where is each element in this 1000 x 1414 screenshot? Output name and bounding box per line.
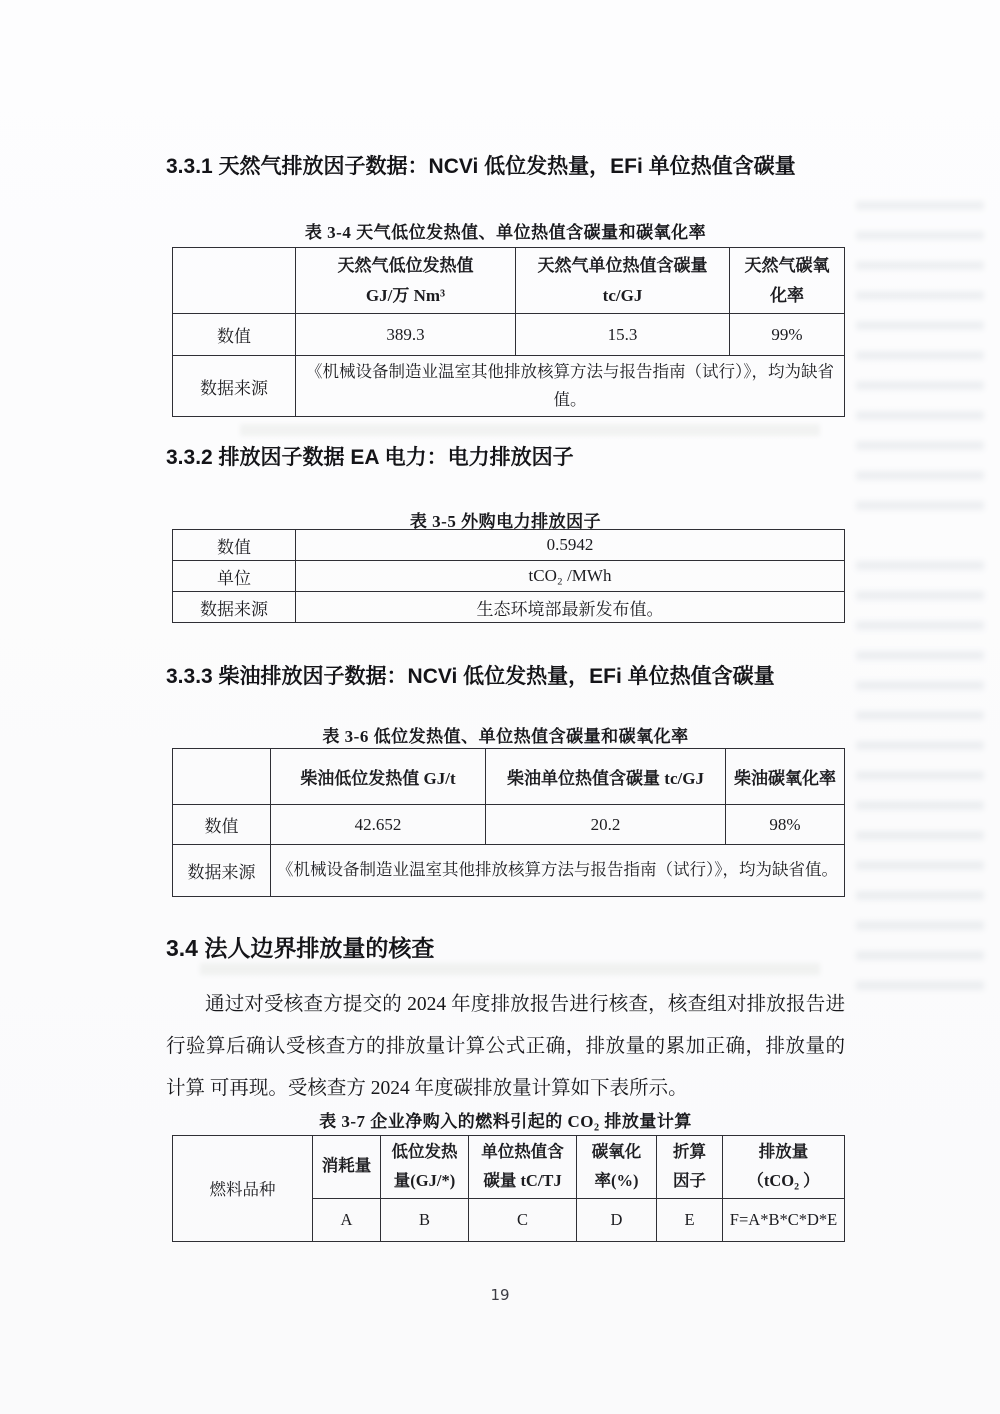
cell-value: 0.5942 <box>296 530 845 561</box>
column-header-line: 排放量 <box>758 1142 809 1161</box>
column-header: 柴油单位热值含碳量 tc/GJ <box>486 749 726 805</box>
body-paragraph: 通过对受核查方提交的 2024 年度排放报告进行核查，核查组对排放报告进行验算后确认受核查方的排放量计算公式正确，排放量的累加正确，排放量的计算 可再现。受核查方 2024 年度碳排放量计算如下表所示。 <box>166 994 845 1099</box>
table-3-5-caption: 表 3-5 外购电力排放因子 <box>409 512 602 531</box>
cell-value: A <box>313 1198 381 1241</box>
column-header: 柴油碳氧化率 <box>726 749 845 805</box>
corner-cell <box>173 749 271 805</box>
cell-value: 99% <box>730 314 845 356</box>
row-label: 数据来源 <box>173 592 296 623</box>
heading-3-4: 3.4 法人边界排放量的核查 <box>166 935 435 961</box>
cell-value: D <box>577 1198 657 1241</box>
table-3-7-caption: 表 3-7 企业净购入的燃料引起的 CO₂ 排放量计算 <box>319 1112 692 1131</box>
row-label: 数据来源 <box>173 845 271 897</box>
table-row <box>173 561 845 592</box>
table-row <box>173 592 845 623</box>
column-header-line: 天然气单位热值含碳量 <box>537 255 708 275</box>
column-header <box>469 1136 577 1199</box>
cell-value: 15.3 <box>516 314 730 356</box>
column-header-line: 单位热值含 <box>481 1142 564 1161</box>
row-label: 数值 <box>173 805 271 845</box>
row-label: 数据来源 <box>173 356 296 417</box>
bleed-through-artifact <box>856 190 984 510</box>
table-row <box>173 314 845 356</box>
column-header-line: 消耗量 <box>321 1156 372 1176</box>
table-row <box>173 530 845 561</box>
data-source-cell: 《机械设备制造业温室其他排放核算方法与报告指南（试行）》，均为缺省值。 <box>271 845 845 897</box>
column-header-line: 碳氧化 <box>591 1142 642 1161</box>
cell-value: 20.2 <box>486 805 726 845</box>
column-header-line: 化率 <box>770 285 804 305</box>
column-header <box>296 248 516 314</box>
heading-3-3-3: 3.3.3 柴油排放因子数据：NCVi 低位发热量，EFi 单位热值含碳量 <box>166 665 775 688</box>
table-3-7 <box>172 1135 845 1242</box>
column-header <box>381 1136 469 1199</box>
table-row <box>173 845 845 897</box>
column-header-line: 因子 <box>673 1170 706 1190</box>
data-source-cell: 《机械设备制造业温室其他排放核算方法与报告指南（试行）》，均为缺省值。 <box>296 356 845 417</box>
cell-value: 42.652 <box>271 805 486 845</box>
column-header-unit: 碳量 tC/TJ <box>483 1170 562 1190</box>
column-header-line: 天然气碳氧 <box>744 255 830 275</box>
data-source-cell: 生态环境部最新发布值。 <box>296 592 845 623</box>
table-3-6-caption: 表 3-6 低位发热值、单位热值含碳量和碳氧化率 <box>322 727 689 746</box>
cell-value: tCO₂ /MWh <box>296 561 845 592</box>
column-header <box>730 248 845 314</box>
table-3-6 <box>172 748 845 897</box>
bleed-through-artifact <box>856 560 984 990</box>
column-header <box>657 1136 723 1199</box>
cell-value: B <box>381 1198 469 1241</box>
column-header-unit: （tCO₂ ） <box>747 1170 820 1190</box>
cell-value: E <box>657 1198 723 1241</box>
column-header <box>577 1136 657 1199</box>
column-header <box>516 248 730 314</box>
table-3-4-caption: 表 3-4 天气低位发热值、单位热值含碳量和碳氧化率 <box>304 223 707 242</box>
column-header-unit: 率(%) <box>594 1170 639 1190</box>
heading-3-3-2: 3.3.2 排放因子数据 EA 电力：电力排放因子 <box>166 446 574 469</box>
column-header-line: 折算 <box>673 1142 706 1161</box>
cell-value: C <box>469 1198 577 1241</box>
table-row <box>173 356 845 417</box>
corner-cell <box>173 248 296 314</box>
cell-value: F=A*B*C*D*E <box>723 1198 845 1241</box>
column-header-unit: 量(GJ/*) <box>393 1170 456 1190</box>
bleed-through-artifact <box>240 424 820 436</box>
column-header <box>313 1136 381 1199</box>
page-number: 19 <box>490 1286 510 1304</box>
column-header-unit: GJ/万 Nm³ <box>365 285 446 305</box>
cell-value: 98% <box>726 805 845 845</box>
row-label: 数值 <box>173 530 296 561</box>
bleed-through-artifact <box>200 963 820 975</box>
row-label: 数值 <box>173 314 296 356</box>
heading-3-3-1: 3.3.1 天然气排放因子数据：NCVi 低位发热量，EFi 单位热值含碳量 <box>166 155 796 178</box>
row-label: 单位 <box>173 561 296 592</box>
cell-value: 389.3 <box>296 314 516 356</box>
column-header-unit: tc/GJ <box>602 285 643 305</box>
column-header <box>723 1136 845 1199</box>
table-3-4 <box>172 247 845 417</box>
column-header: 柴油低位发热值 GJ/t <box>271 749 486 805</box>
table-row <box>173 805 845 845</box>
table-3-5 <box>172 529 845 623</box>
row-label-fuel-type: 燃料品种 <box>173 1136 313 1242</box>
column-header-line: 天然气低位发热值 <box>337 255 474 275</box>
column-header-line: 低位发热 <box>391 1142 458 1161</box>
